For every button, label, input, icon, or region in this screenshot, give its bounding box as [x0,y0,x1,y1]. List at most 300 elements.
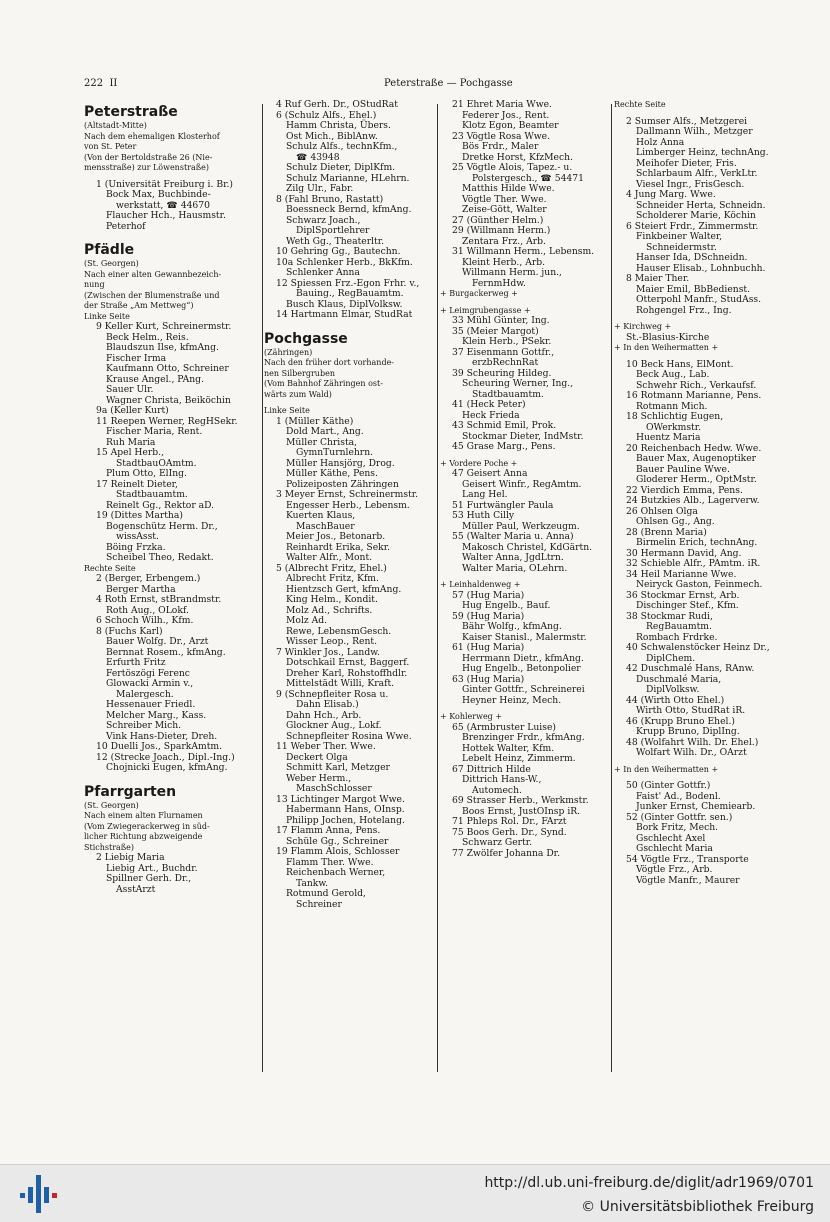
directory-line: Peterhof [106,220,146,232]
directory-line: Rotmund Gerold, [286,888,366,899]
directory-line: Boessneck Bernd, kfmAng. [286,204,412,215]
directory-line: Dotschkail Ernst, Baggerf. [286,657,410,668]
directory-line: ☎ 43948 [296,151,340,163]
directory-line: Deckert Olga [286,751,348,763]
directory-line: 77 Zwölfer Johanna Dr. [452,847,560,859]
directory-line: 38 Stockmar Rudi, [626,610,713,622]
directory-line: 13 Lichtinger Margot Wwe. [276,793,405,805]
directory-line: 20 Reichenbach Hedw. Wwe. [626,442,762,454]
directory-line: Walter Anna, JgdLtrn. [462,552,564,563]
directory-line: Blaudszun Ilse, kfmAng. [106,342,219,353]
directory-line: Vink Hans-Dieter, Dreh. [106,730,218,742]
directory-line: Rohgengel Frz., Ing. [636,304,732,316]
directory-line: 9a (Keller Kurt) [96,405,169,416]
directory-line: Walter Maria, OLehrn. [462,562,568,574]
page-header [84,78,784,94]
directory-line: Limberger Heinz, technAng. [636,147,769,158]
directory-line: RegBauamtm. [646,621,712,632]
directory-line: Stadtbauamtm. [116,489,188,500]
directory-line: Engesser Herb., Lebensm. [286,499,410,511]
directory-line: Rechte Seite [84,563,136,573]
directory-line: Faist' Ad., Bodenl. [636,790,721,802]
directory-line: 8 (Fuchs Karl) [96,625,163,637]
directory-line: 10 Duelli Jos., SparkAmtm. [96,741,223,752]
directory-line: 21 Ehret Maria Wwe. [452,100,552,110]
directory-line: Bös Frdr., Maler [462,141,539,152]
directory-line: 11 Weber Ther. Wwe. [276,741,376,752]
directory-line: Meihofer Dieter, Fris. [636,157,737,169]
directory-line: Neiryck Gaston, Feinmech. [636,579,763,590]
directory-line: Kaufmann Otto, Schreiner [106,363,229,374]
directory-line: Spillner Gerh. Dr., [106,873,192,884]
directory-line: Linke Seite [84,311,130,321]
ub-freiburg-logo-icon [18,1173,58,1215]
page-number [84,78,117,89]
directory-line: 10 Beck Hans, ElMont. [626,358,734,370]
directory-line: 37 Eisenmann Gottfr., [452,346,555,358]
directory-line: Bogenschütz Herm. Dr., [106,520,218,532]
directory-line: 44 (Wirth Otto Ehel.) [626,694,725,706]
directory-line: Lang Hel. [462,489,508,500]
directory-line: Birmelin Erich, technAng. [636,537,758,548]
directory-line: Dahn Hch., Arb. [286,709,362,721]
directory-line: Hottek Walter, Kfm. [462,742,555,754]
directory-line: Zentara Frz., Arb. [462,235,546,247]
directory-line: Scheuring Werner, Ing., [462,378,574,389]
directory-line: 14 Hartmann Elmar, StudRat [276,309,413,320]
directory-line: werkstatt, ☎ 44670 [116,199,210,211]
directory-line: Vögtle Manfr., Maurer [636,874,740,886]
directory-line: 65 (Armbruster Luise) [452,721,556,733]
directory-line: 8 (Fahl Bruno, Rastatt) [276,193,384,205]
directory-line: 17 Reinelt Dieter, [96,478,178,490]
directory-line: Glowacki Armin v., [106,678,194,689]
directory-line: 71 Phleps Rol. Dr., FArzt [452,816,567,827]
directory-line: Hug Engelb., Betonpolier [462,663,581,674]
directory-line: Schreiber Mich. [106,720,182,731]
directory-line: 10 Gehring Gg., Bautechn. [276,246,401,257]
directory-line: + Leinhaldenweg + [440,580,521,589]
directory-line: Dahn Elisab.) [296,699,359,710]
directory-line: Rotmann Mich. [636,400,708,412]
directory-line: Makosch Christel, KdGärtn. [462,541,593,553]
page-url-link[interactable]: http://dl.ub.uni-freiburg.de/diglit/adr1969/0701 [484,1175,814,1191]
copyright-notice: © Universitätsbibliothek Freiburg [581,1199,814,1215]
directory-line: Dold Mart., Ang. [286,426,364,437]
directory-line: Dittrich Hans-W., [462,774,542,785]
directory-line: 30 Hermann David, Ang. [626,547,742,559]
directory-line: 35 (Meier Margot) [452,325,539,337]
directory-line: Ohlsen Gg., Ang. [636,516,715,527]
directory-line: nen Silbergruben [264,368,335,378]
directory-line: 15 Apel Herb., [96,447,164,458]
page-num: 222 [84,78,104,89]
directory-line: 42 Duschmalé Hans, RAnw. [626,663,755,674]
directory-line: Gloderer Herm., OptMstr. [636,474,757,485]
directory-line: 10a Schlenker Herb., BkKfm. [276,256,413,268]
directory-line: Hientzsch Gert, kfmAng. [286,583,402,595]
column-1 [84,100,260,895]
directory-line: Nach einem alten Flurnamen [84,811,203,820]
directory-line: (Vom Zwiegerackerweg in süd- [84,821,210,831]
directory-line: Mittelstädt Willi, Kraft. [286,678,395,689]
directory-line: mensstraße) zur Löwenstraße) [84,163,209,172]
directory-line: 9 (Schnepfleiter Rosa u. [276,688,389,700]
directory-line: Schwarz Joach., [286,214,361,226]
directory-line: Vögtle Frz., Arb. [636,864,713,875]
directory-line: 48 (Wolfahrt Wilh. Dr. Ehel.) [626,736,759,748]
directory-line: Scheibel Theo, Redakt. [106,552,214,563]
directory-line: Schlarbaum Alfr., VerkLtr. [636,168,758,179]
directory-line: 69 Strasser Herb., Werkmstr. [452,795,589,806]
directory-line: Müller Christa, [286,436,358,448]
directory-line: Molz Ad. [286,615,328,626]
directory-line: Stadtbauamtm. [472,388,544,400]
directory-line: Berger Martha [106,583,176,595]
directory-line: Huentz Maria [636,432,701,443]
directory-line: Bock Max, Buchbinde- [106,189,211,200]
directory-line: 6 Schoch Wilh., Kfm. [96,615,194,626]
directory-line: 53 Huth Cilly [452,510,515,521]
directory-line: Sauer Ulr. [106,384,154,395]
directory-line: Boos Ernst, JustOInsp iR. [462,805,581,817]
directory-line: Dreher Karl, Rohstoffhdlr. [286,667,408,679]
directory-line: Maier Emil, BbBedienst. [636,283,751,295]
directory-line: Schulz Dieter, DiplKfm. [286,162,396,173]
directory-line: 6 (Schulz Alfs., Ehel.) [276,109,377,121]
directory-line: 59 (Hug Maria) [452,610,525,622]
directory-line: Dallmann Wilh., Metzger [636,126,753,137]
directory-line: 12 (Strecke Joach., Dipl.-Ing.) [96,751,235,763]
directory-line: 51 Furtwängler Paula [452,499,554,511]
directory-line: Tankw. [296,877,329,889]
directory-line: Klein Herb., PSekr. [462,336,552,347]
directory-line: Gschlecht Maria [636,843,713,854]
directory-line: Malergesch. [116,688,174,700]
directory-line: 43 Schmid Emil, Prok. [452,420,557,431]
directory-line: Hamm Christa, Übers. [286,120,391,131]
column-divider [262,104,263,1072]
directory-line: 3 Meyer Ernst, Schreinermstr. [276,489,419,500]
directory-line: Wisser Leop., Rent. [286,636,377,647]
directory-line: licher Richtung abzweigende [84,832,203,841]
directory-line: StadtbauOAmtm. [116,457,197,469]
street-heading: Pfädle [84,242,135,258]
directory-line: Klotz Egon, Beamter [462,120,559,131]
directory-line: Schnepfleiter Rosina Wwe. [286,730,412,742]
directory-line: Erfurth Fritz [106,657,166,668]
directory-line: 11 Reepen Werner, RegHSekr. [96,415,238,427]
directory-line: Brenzinger Frdr., kfmAng. [462,732,585,743]
directory-line: Bauer Wolfg. Dr., Arzt [106,636,209,647]
directory-line: Plum Otto, ElIng. [106,468,187,479]
directory-line: Habermann Hans, OInsp. [286,804,405,815]
directory-line: nung [84,280,105,289]
directory-line: MaschBauer [296,520,355,532]
directory-line: 7 Winkler Jos., Landw. [276,646,380,658]
directory-line: Rombach Frdrke. [636,631,718,643]
directory-line: Kaiser Stanisl., Malermstr. [462,631,587,643]
directory-line: Müller Käthe, Pens. [286,468,378,479]
directory-line: 16 Rotmann Marianne, Pens. [626,390,762,401]
directory-line: Ost Mich., BiblAnw. [286,130,378,142]
directory-line: Rewe, LebensmGesch. [286,625,392,637]
street-heading: Pochgasse [264,330,348,347]
directory-line: (Vom Bahnhof Zähringen ost- [264,379,383,388]
directory-line: Scholderer Marie, Köchin [636,210,756,221]
directory-line: Stichstraße) [84,842,134,852]
directory-line: DiplSportlehrer [296,225,370,236]
directory-line: 47 Geisert Anna [452,468,528,479]
directory-line: Reinhardt Erika, Sekr. [286,541,391,553]
directory-line: Schulz Marianne, HLehrn. [286,172,410,184]
directory-line: Heyner Heinz, Mech. [462,694,562,706]
directory-line: Beck Aug., Lab. [636,369,710,380]
directory-line: OWerkmstr. [646,421,702,433]
directory-line: Stockmar Dieter, IndMstr. [462,430,584,442]
directory-line: Linke Seite [264,406,310,415]
directory-line: Heck Frieda [462,409,520,421]
directory-line: (St. Georgen) [84,259,139,268]
directory-line: Meier Jos., Betonarb. [286,531,386,542]
directory-line: Bähr Wolfg., kfmAng. [462,621,562,632]
directory-line: (Zwischen der Blumenstraße und [84,290,220,300]
directory-line: Schwarz Gertr. [462,837,533,848]
directory-line: 41 (Heck Peter) [452,399,526,410]
directory-line: 24 Butzkies Alb., Lagerverw. [626,495,760,506]
directory-line: AsstArzt [116,883,156,895]
directory-line: Müller Hansjörg, Drog. [286,457,395,469]
directory-line: DiplChem. [646,652,696,664]
directory-line: Molz Ad., Schrifts. [286,604,373,616]
directory-line: 54 Vögtle Frz., Transporte [626,853,749,865]
directory-line: Herrmann Dietr., kfmAng. [462,652,584,664]
directory-line: + Kohlerweg + [440,712,503,721]
directory-line: (Altstadt-Mitte) [84,121,147,130]
directory-line: Dischinger Stef., Kfm. [636,600,739,611]
directory-line: Bernnat Rosem., kfmAng. [106,646,226,658]
directory-line: Dretke Horst, KfzMech. [462,151,573,163]
directory-line: Kuerten Klaus, [286,510,356,521]
directory-line: Finkbeiner Walter, [636,231,723,242]
directory-line: Busch Klaus, DiplVolksw. [286,298,403,310]
directory-line: Wirth Otto, StudRat iR. [636,705,746,716]
directory-line: Geisert Winfr., RegAmtm. [462,478,582,490]
directory-line: Ginter Gottfr., Schreinerei [462,684,585,695]
directory-line: Philipp Jochen, Hotelang. [286,814,405,826]
directory-line: Zilg Ulr., Fabr. [286,183,354,194]
directory-line: 67 Dittrich Hilde [452,763,531,775]
directory-line: Melcher Marg., Kass. [106,709,207,721]
directory-line: Flaucher Hch., Hausmstr. [106,210,226,221]
directory-line: Gschlecht Axel [636,832,706,844]
directory-line: 4 Jung Marg. Wwe. [626,189,716,200]
directory-line: 50 (Ginter Gottfr.) [626,780,711,791]
directory-line: 32 Schieble Alfr., PAmtm. iR. [626,558,761,569]
directory-line: Beck Helm., Reis. [106,331,189,343]
directory-line: Müller Paul, Werkzeugm. [462,520,580,532]
directory-line: Glockner Aug., Lokf. [286,720,382,731]
directory-line: Flamm Ther. Wwe. [286,856,374,868]
directory-line: Weth Gg., Theaterltr. [286,235,385,247]
directory-line: Federer Jos., Rent. [462,109,550,121]
directory-line: Duschmalé Maria, [636,673,722,685]
spacer [84,774,260,780]
directory-line: 25 Vögtle Alois, Tapez.- u. [452,162,573,173]
directory-line: Schlenker Anna [286,267,360,278]
directory-line: King Helm., Kondit. [286,594,378,605]
directory-line: Wagner Christa, Beiköchin [106,394,231,406]
directory-line: 6 Steiert Frdr., Zimmermstr. [626,220,759,232]
directory-line: Vögtle Ther. Wwe. [462,193,547,205]
directory-line: Lebelt Heinz, Zimmerm. [462,753,576,764]
directory-line: Matthis Hilde Wwe. [462,183,555,194]
directory-line: Bork Fritz, Mech. [636,822,719,833]
directory-line: 12 Spiessen Frz.-Egon Frhr. v., [276,277,420,289]
directory-line: 36 Stockmar Ernst, Arb. [626,589,740,601]
directory-line: 2 Liebig Maria [96,852,165,863]
directory-line: Willmann Herm. jun., [462,267,562,278]
directory-line: 52 (Ginter Gottfr. sen.) [626,811,733,823]
directory-line: + Leimgrubengasse + [440,305,531,315]
directory-line: MaschSchlosser [296,783,372,794]
directory-line: Fischer Irma [106,352,167,364]
directory-line: 57 (Hug Maria) [452,589,525,601]
directory-line: 40 Schwalenstöcker Heinz Dr., [626,642,770,653]
directory-line: Walter Alfr., Mont. [286,552,373,563]
directory-line: Krupp Bruno, DiplIng. [636,726,740,737]
directory-line: 63 (Hug Maria) [452,673,525,685]
directory-line: + Kirchweg + [614,322,672,331]
directory-line: Reinelt Gg., Rektor aD. [106,499,215,511]
directory-line: 33 Mühl Günter, Ing. [452,315,550,326]
directory-line: Roth Aug., OLokf. [106,604,189,616]
section-num: II [109,78,118,89]
directory-line: DiplVolksw. [646,684,700,695]
directory-line: GymnTurnlehrn. [296,447,374,458]
directory-line: Weber Herm., [286,772,352,784]
directory-line: Chojnicki Eugen, kfmAng. [106,762,228,773]
directory-line: 5 (Albrecht Fritz, Ehel.) [276,562,387,574]
directory-line: Schüle Gg., Schreiner [286,835,389,847]
directory-line: 19 Flamm Alois, Schlosser [276,846,400,857]
directory-line: Schulz Alfs., technKfm., [286,141,398,152]
directory-line: Hanser Ida, DSchneidn. [636,252,748,263]
spacer [84,232,260,238]
directory-line: Nach einer alten Gewannbezeich- [84,269,222,279]
column-divider [611,104,612,1072]
directory-line: Hauser Elisab., Lohnbuchh. [636,262,766,274]
directory-line: St.-Blasius-Kirche [626,331,710,343]
directory-line: Krause Angel., PAng. [106,373,204,385]
directory-line: Nach dem ehemaligen Klosterhof [84,131,220,141]
directory-line: 4 Ruf Gerh. Dr., OStudRat [276,100,398,110]
directory-line: der Straße „Am Mettweg“) [84,301,194,310]
directory-line: Reichenbach Werner, [286,867,386,878]
running-title: Peterstraße — Pochgasse [384,78,513,89]
directory-line: Rechte Seite [614,100,666,109]
directory-line: wissAsst. [116,531,159,542]
directory-line: Fischer Maria, Rent. [106,426,203,437]
directory-line: 27 (Günther Helm.) [452,214,544,226]
directory-line: + Burgackerweg + [440,289,518,298]
directory-line: 23 Vögtle Rosa Wwe. [452,130,551,142]
directory-line: erzbRechnRat [472,357,539,368]
directory-line: 45 Grase Marg., Pens. [452,441,556,452]
directory-line: 55 (Walter Maria u. Anna) [452,531,574,542]
directory-line: Viesel Ingr., FrisGesch. [636,178,745,190]
directory-line: Polstergesch., ☎ 54471 [472,172,584,184]
street-heading: Pfarrgarten [84,783,177,800]
directory-line: Albrecht Fritz, Kfm. [286,573,379,584]
directory-line: Ruh Maria [106,436,156,448]
directory-line: Otterpohl Manfr., StudAss. [636,294,762,305]
directory-line: 17 Flamm Anna, Pens. [276,825,381,836]
directory-line: Wolfart Wilh. Dr., OArzt [636,747,747,758]
directory-line: 75 Boos Gerh. Dr., Synd. [452,826,567,838]
directory-line: 2 Sumser Alfs., Metzgerei [626,115,748,127]
directory-line: Automech. [472,784,522,796]
directory-line: (St. Georgen) [84,800,139,810]
viewer-footer [0,1164,830,1222]
directory-line: 1 (Müller Käthe) [276,415,354,427]
directory-line: Böing Frzka. [106,541,166,553]
directory-line: 28 (Brenn Maria) [626,526,707,538]
directory-line: Liebig Art., Buchdr. [106,862,198,874]
directory-line: Bauer Max, Augenoptiker [636,453,757,464]
directory-line: 2 (Berger, Erbengem.) [96,573,201,584]
directory-line: 1 (Universität Freiburg i. Br.) [96,178,233,190]
directory-line: 39 Scheuring Hildeg. [452,367,552,379]
directory-line: Nach den früher dort vorhande- [264,358,394,367]
street-heading: Peterstraße [84,104,178,120]
directory-line: Bauer Pauline Wwe. [636,463,730,475]
column-divider [437,104,438,1072]
directory-line: 34 Heil Marianne Wwe. [626,568,737,580]
directory-line: Schneidermstr. [646,241,717,253]
directory-line: 22 Vierdich Emma, Pens. [626,484,743,496]
directory-line: Holz Anna [636,136,685,148]
directory-line: Hug Engelb., Bauf. [462,600,551,611]
column-3 [440,100,612,859]
directory-line: + In den Weihermatten + [614,343,719,352]
directory-line: 26 Ohlsen Olga [626,505,698,517]
directory-line: 31 Willmann Herm., Lebensm. [452,246,595,257]
directory-line: 18 Schlichtig Eugen, [626,411,724,422]
directory-line: + In den Weihermatten + [614,764,719,774]
directory-line: 4 Roth Ernst, stBrandmstr. [96,594,222,605]
column-4 [614,100,804,886]
directory-line: von St. Peter [84,142,137,151]
directory-line: Kleint Herb., Arb. [462,256,546,268]
directory-line: Hessenauer Friedl. [106,699,196,710]
directory-line: Schwehr Rich., Verkaufsf. [636,379,757,391]
directory-line: Fertöszögi Ferenc [106,667,190,679]
directory-line: FernmHdw. [472,277,526,289]
directory-line: 8 Maier Ther. [626,273,690,284]
directory-line: 46 (Krupp Bruno Ehel.) [626,715,735,727]
directory-line: 9 Keller Kurt, Schreinermstr. [96,321,232,332]
directory-line: Zeise-Gött, Walter [462,204,547,215]
directory-line: 19 (Dittes Martha) [96,510,183,521]
directory-line: 61 (Hug Maria) [452,642,525,653]
directory-line: Bauing., RegBauamtm. [296,288,404,299]
directory-line: Schneider Herta, Schneidn. [636,199,766,211]
directory-line: Polizeiposten Zähringen [286,478,399,490]
spacer [264,321,434,327]
column-2 [264,100,434,910]
directory-line: Schreiner [296,898,342,910]
